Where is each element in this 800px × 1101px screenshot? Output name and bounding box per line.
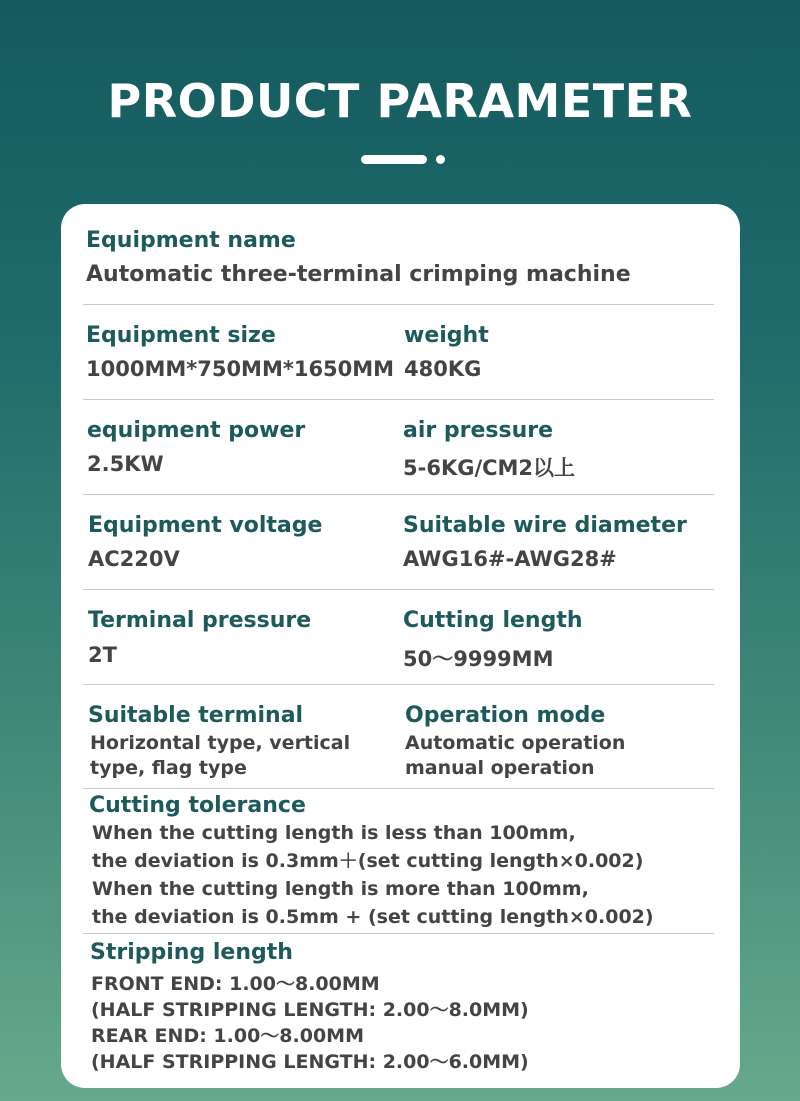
stripping-length-value: [91, 971, 529, 1075]
title-underline-bar: [361, 155, 427, 164]
equipment-voltage-value: AC220V: [88, 547, 180, 571]
operation-mode-value: [405, 731, 625, 781]
page-title: PRODUCT PARAMETER: [107, 74, 693, 128]
divider: [83, 933, 714, 934]
air-pressure-label: air pressure: [403, 418, 554, 443]
air-pressure-value: 5-6KG/CM2以上: [403, 456, 576, 480]
equipment-size-value: 1000MM*750MM*1650MM: [86, 357, 395, 381]
terminal-pressure-label: Terminal pressure: [88, 608, 312, 633]
stripping-length-line: REAR END: 1.00～8.00MM: [91, 1025, 364, 1047]
weight-label: weight: [404, 323, 489, 348]
divider: [83, 788, 714, 789]
wire-diameter-value: AWG16#-AWG28#: [403, 547, 617, 571]
equipment-voltage-label: Equipment voltage: [88, 513, 323, 538]
divider: [83, 304, 714, 305]
suitable-terminal-line: Horizontal type, vertical: [90, 732, 351, 754]
title-underline-dot: [436, 155, 445, 164]
cutting-length-label: Cutting length: [403, 608, 583, 633]
divider: [83, 399, 714, 400]
operation-mode-label: Operation mode: [405, 703, 606, 728]
weight-value: 480KG: [404, 357, 482, 381]
stripping-length-line: FRONT END: 1.00～8.00MM: [91, 973, 380, 995]
cutting-tolerance-line: When the cutting length is less than 100mm,: [92, 822, 576, 844]
suitable-terminal-label: Suitable terminal: [88, 703, 304, 728]
cutting-tolerance-line: When the cutting length is more than 100mm,: [92, 878, 589, 900]
operation-mode-line: manual operation: [405, 757, 595, 779]
equipment-size-label: Equipment size: [86, 323, 276, 348]
divider: [83, 494, 714, 495]
cutting-tolerance-line: the deviation is 0.5mm + (set cutting length×0.002): [92, 906, 654, 928]
equipment-power-label: equipment power: [87, 418, 306, 443]
equipment-power-value: 2.5KW: [87, 452, 164, 476]
stripping-length-label: Stripping length: [90, 940, 293, 965]
stripping-length-line: (HALF STRIPPING LENGTH: 2.00～8.0MM): [91, 999, 529, 1021]
equipment-name-value: Automatic three-terminal crimping machine: [86, 262, 631, 287]
stripping-length-line: (HALF STRIPPING LENGTH: 2.00～6.0MM): [91, 1051, 529, 1073]
cutting-tolerance-label: Cutting tolerance: [89, 793, 306, 818]
cutting-length-value: 50～9999MM: [403, 647, 554, 671]
divider: [83, 589, 714, 590]
equipment-name-label: Equipment name: [86, 228, 296, 253]
suitable-terminal-line: type, flag type: [90, 757, 247, 779]
cutting-tolerance-line: the deviation is 0.3mm＋(set cutting length×0.002): [92, 850, 644, 872]
divider: [83, 684, 714, 685]
wire-diameter-label: Suitable wire diameter: [403, 513, 687, 538]
suitable-terminal-value: [90, 731, 350, 781]
terminal-pressure-value: 2T: [88, 643, 117, 667]
cutting-tolerance-value: [92, 819, 654, 931]
operation-mode-line: Automatic operation: [405, 732, 626, 754]
